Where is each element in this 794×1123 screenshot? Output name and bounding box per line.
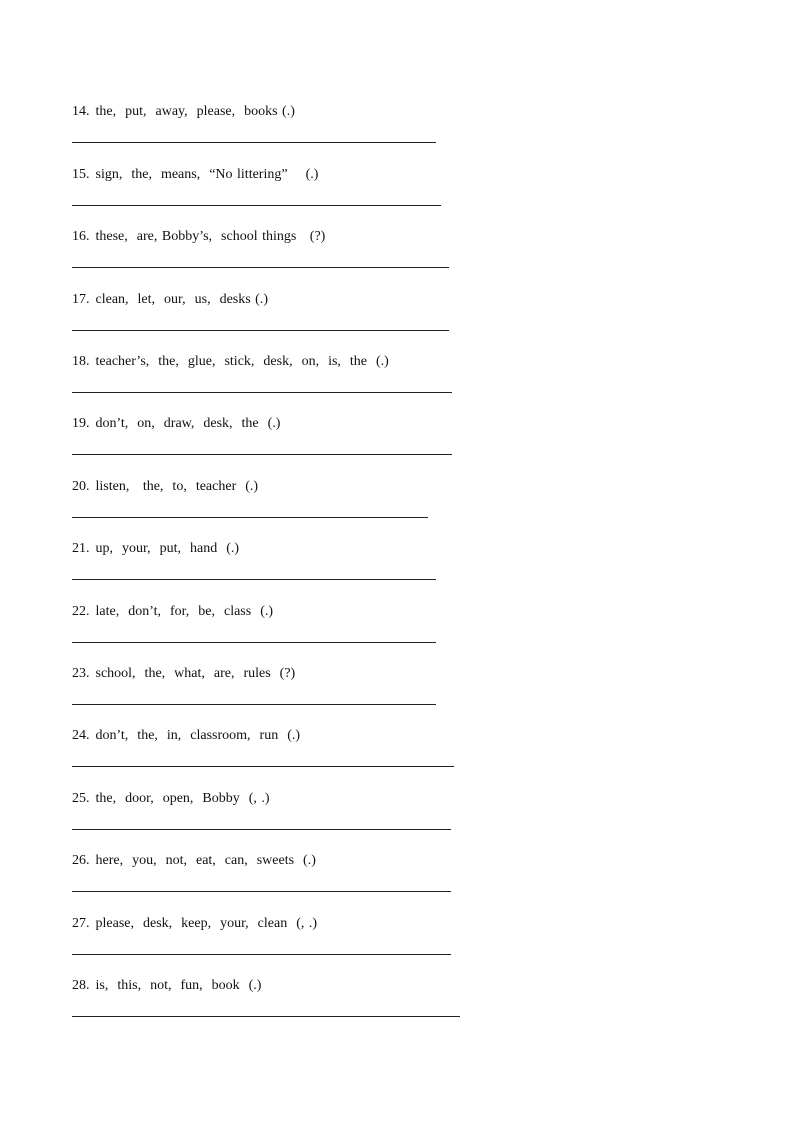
question-text: [72, 852, 316, 870]
question-words: is, this, not, fun, book (.): [95, 978, 262, 993]
question-text: [72, 665, 295, 683]
question-number: 19.: [72, 416, 90, 431]
question-text: [72, 353, 389, 371]
question-item: [72, 790, 492, 850]
question-text: [72, 915, 317, 933]
question-words: don’t, the, in, classroom, run (.): [95, 728, 301, 743]
question-item: [72, 166, 492, 226]
question-number: 17.: [72, 292, 90, 307]
question-item: [72, 540, 492, 600]
question-item: [72, 603, 492, 663]
question-words: the, door, open, Bobby (, .): [95, 791, 270, 806]
question-number: 15.: [72, 167, 90, 182]
question-words: don’t, on, draw, desk, the (.): [95, 416, 281, 431]
question-item: [72, 915, 492, 975]
answer-line[interactable]: [72, 642, 436, 643]
question-item: [72, 228, 492, 288]
question-item: [72, 415, 492, 475]
question-words: these, are, Bobby’s, school things (?): [95, 229, 326, 244]
question-words: up, your, put, hand (.): [95, 541, 240, 556]
question-words: here, you, not, eat, can, sweets (.): [95, 853, 316, 868]
question-number: 28.: [72, 978, 90, 993]
question-text: [72, 291, 268, 309]
question-number: 26.: [72, 853, 90, 868]
answer-line[interactable]: [72, 766, 454, 767]
question-number: 27.: [72, 916, 90, 931]
question-item: [72, 665, 492, 725]
answer-line[interactable]: [72, 579, 436, 580]
answer-line[interactable]: [72, 267, 449, 268]
question-number: 22.: [72, 604, 90, 619]
question-number: 23.: [72, 666, 90, 681]
question-words: sign, the, means, “No littering” (.): [95, 167, 319, 182]
answer-line[interactable]: [72, 392, 452, 393]
question-number: 25.: [72, 791, 90, 806]
question-item: [72, 852, 492, 912]
question-words: clean, let, our, us, desks (.): [95, 292, 269, 307]
question-text: [72, 790, 270, 808]
question-number: 21.: [72, 541, 90, 556]
question-words: listen, the, to, teacher (.): [95, 479, 259, 494]
question-number: 14.: [72, 104, 90, 119]
question-number: 18.: [72, 354, 90, 369]
question-number: 24.: [72, 728, 90, 743]
question-text: [72, 540, 239, 558]
question-item: [72, 478, 492, 538]
question-number: 20.: [72, 479, 90, 494]
question-words: teacher’s, the, glue, stick, desk, on, is, the (.): [95, 354, 389, 369]
answer-line[interactable]: [72, 142, 436, 143]
answer-line[interactable]: [72, 517, 428, 518]
question-text: [72, 977, 261, 995]
question-words: please, desk, keep, your, clean (, .): [95, 916, 318, 931]
question-words: late, don’t, for, be, class (.): [95, 604, 274, 619]
question-item: [72, 977, 492, 1037]
question-number: 16.: [72, 229, 90, 244]
answer-line[interactable]: [72, 829, 451, 830]
question-item: [72, 353, 492, 413]
question-words: school, the, what, are, rules (?): [95, 666, 296, 681]
question-text: [72, 603, 273, 621]
answer-line[interactable]: [72, 454, 452, 455]
question-text: [72, 727, 300, 745]
answer-line[interactable]: [72, 205, 441, 206]
question-item: [72, 103, 492, 163]
question-text: [72, 228, 325, 246]
answer-line[interactable]: [72, 704, 436, 705]
question-words: the, put, away, please, books (.): [95, 104, 295, 119]
answer-line[interactable]: [72, 1016, 460, 1017]
answer-line[interactable]: [72, 954, 451, 955]
answer-line[interactable]: [72, 330, 449, 331]
question-item: [72, 727, 492, 787]
answer-line[interactable]: [72, 891, 451, 892]
question-text: [72, 415, 280, 433]
question-text: [72, 478, 258, 496]
question-text: [72, 166, 318, 184]
question-text: [72, 103, 295, 121]
question-item: [72, 291, 492, 351]
